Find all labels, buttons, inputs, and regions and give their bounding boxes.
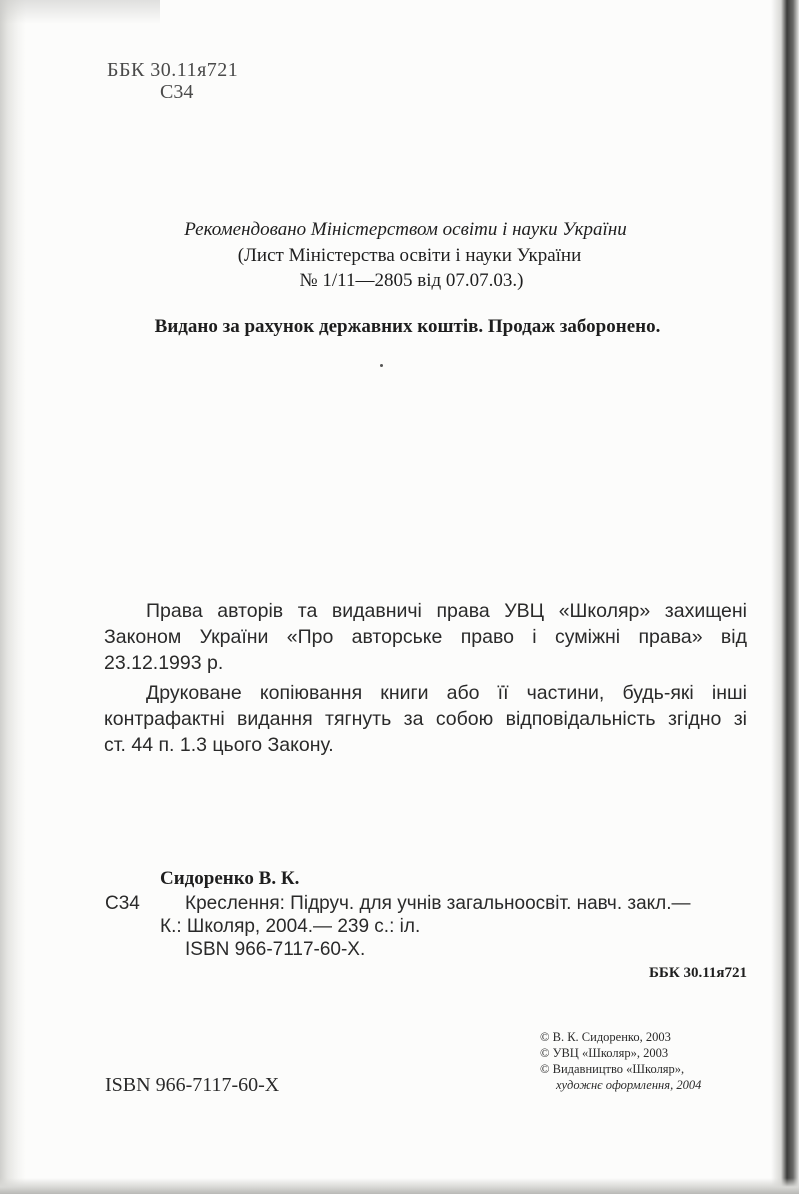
scan-edge-left: [0, 0, 26, 1194]
recommendation-line-2: (Лист Міністерства освіти і науки України: [237, 245, 582, 266]
copyright-line-4: художнє оформлення, 2004: [556, 1078, 702, 1092]
rights-paragraph-1: [104, 598, 747, 676]
copyright-line-1: © В. К. Сидоренко, 2003: [540, 1030, 671, 1044]
author-mark-top: С34: [160, 81, 194, 103]
scan-edge-right: [771, 0, 799, 1194]
rights-p2-line-1: Друковане копіювання книги або її частини, будь-які інші: [146, 682, 747, 704]
scan-dot: [380, 364, 383, 367]
recommendation-line-3: № 1/11—2805 від 07.07.03.): [299, 270, 524, 291]
rights-p2-line-2: контрафактні видання тягнуть за собою відповідальність згідно зі: [104, 708, 747, 730]
bbk-index-top: ББК 30.11я721: [107, 59, 239, 81]
scan-edge-bottom: [0, 1178, 799, 1194]
rights-paragraph-2: [104, 680, 747, 758]
catalog-author: Сидоренко В. К.: [160, 868, 300, 889]
catalog-line-3: ISBN 966-7117-60-X.: [185, 939, 366, 960]
scan-edge-top: [0, 0, 160, 24]
copyright-block: [540, 1029, 701, 1093]
rights-p1-line-3: 23.12.1993 р.: [104, 652, 224, 674]
rights-p1-line-2: Законом України «Про авторське право і суміжні права» від: [104, 626, 747, 648]
catalog-description: [160, 892, 748, 961]
rights-p1-line-1: Права авторів та видавничі права УВЦ «Школяр» захищені: [146, 600, 747, 622]
catalog-line-2: К.: Школяр, 2004.— 239 с.: іл.: [160, 916, 421, 937]
recommendation-line-1: Рекомендовано Міністерством освіти і науки України: [184, 219, 627, 240]
catalog-bbk: ББК 30.11я721: [649, 965, 747, 981]
funding-notice: Видано за рахунок державних коштів. Продаж заборонено.: [154, 316, 661, 337]
rights-p2-line-3: ст. 44 п. 1.3 цього Закону.: [104, 734, 334, 756]
copyright-line-3: © Видавництво «Школяр»,: [540, 1062, 685, 1076]
catalog-class-mark: С34: [105, 893, 140, 914]
copyright-line-2: © УВЦ «Школяр», 2003: [540, 1046, 669, 1060]
isbn-bottom: ISBN 966-7117-60-X: [105, 1074, 280, 1096]
catalog-line-1: Креслення: Підруч. для учнів загальноосвіт. навч. закл.—: [185, 893, 691, 914]
